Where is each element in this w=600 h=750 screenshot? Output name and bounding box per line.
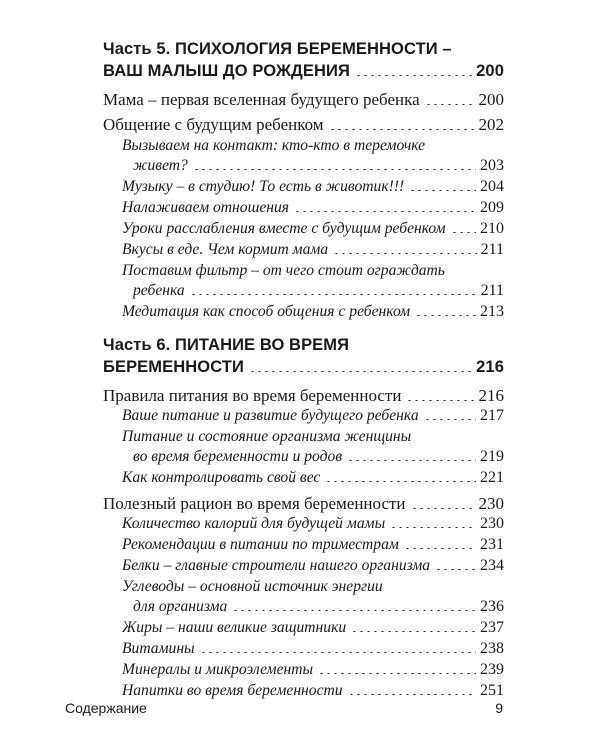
page-number: 231 [480,536,504,553]
page-number: 230 [480,515,504,532]
page-number: 213 [480,303,504,320]
toc-subsection-cont: живет? 203 [133,157,504,174]
page-number: 200 [478,90,504,109]
toc-subsection: Поставим фильтр – от чего стоит ограждать [122,262,445,279]
dot-leader [415,315,476,316]
toc-subsection: Минералы и микроэлементы 239 [122,661,504,678]
dot-leader [351,631,476,632]
toc-subsection: Углеводы – основной источник энергии [122,578,383,595]
dot-leader [329,129,475,130]
toc-section: Правила питания во время беременности 216 [103,386,504,405]
dot-leader [404,548,476,549]
dot-leader [425,104,475,105]
page-number: 234 [480,557,504,574]
dot-leader [190,294,477,295]
page-number: 203 [480,157,504,174]
footer-label: Содержание [65,700,147,716]
dot-leader [318,673,476,674]
part-6-heading-line1: Часть 6. ПИТАНИЕ ВО ВРЕМЯ [103,336,350,354]
toc-subsection: Вкусы в еде. Чем кормит мама 211 [122,241,504,258]
dot-leader [347,460,476,461]
part-6-heading-line2: БЕРЕМЕННОСТИ 216 [103,358,504,376]
page-number: 216 [476,358,504,376]
dot-leader [451,232,476,233]
toc-subsection: Рекомендации в питании по триместрам 231 [122,536,504,553]
dot-leader [406,400,474,401]
dot-leader [294,211,476,212]
toc-subsection: Музыку – в студию! То есть в животик!!! 204 [122,178,504,195]
page-number: 209 [480,199,504,216]
dot-leader [325,481,476,482]
footer-page-number: 9 [495,700,503,716]
toc-subsection: Количество калорий для будущей мамы 230 [122,515,504,532]
page-number: 210 [480,220,504,237]
toc-section: Полезный рацион во время беременности 230 [103,494,504,513]
page-number: 216 [478,386,504,405]
toc-subsection: Медитация как способ общения с ребенком 213 [122,303,504,320]
dot-leader [424,419,476,420]
page-number: 204 [480,178,504,195]
page-number: 238 [480,640,504,657]
page-number: 217 [480,407,504,424]
dot-leader [355,75,472,76]
dot-leader [232,610,476,611]
toc-subsection: Жиры – наши великие защитники 237 [122,619,504,636]
page-number: 239 [480,661,504,678]
toc-section: Общение с будущим ребенком 202 [103,115,504,134]
dot-leader [200,652,476,653]
toc-subsection: Уроки расслабления вместе с будущим ребенком 210 [122,220,504,237]
page-number: 211 [480,241,504,258]
page-number: 251 [480,682,504,699]
dot-leader [249,371,472,372]
dot-leader [333,253,476,254]
dot-leader [390,527,476,528]
dot-leader [435,569,476,570]
page-number: 211 [480,282,504,299]
toc-subsection-cont: ребенка 211 [133,282,504,299]
part-5-heading-line1: Часть 5. ПСИХОЛОГИЯ БЕРЕМЕННОСТИ – [103,40,452,58]
toc-section: Мама – первая вселенная будущего ребенка 200 [103,90,504,109]
dot-leader [348,694,476,695]
page-number: 230 [478,494,504,513]
page-number: 236 [480,598,504,615]
part-5-heading-line2: ВАШ МАЛЫШ ДО РОЖДЕНИЯ 200 [103,62,504,80]
toc-subsection: Питание и состояние организма женщины [122,428,412,445]
toc-subsection: Напитки во время беременности 251 [122,682,504,699]
page-number: 237 [480,619,504,636]
toc-subsection-cont: для организма 236 [133,598,504,615]
toc-subsection: Ваше питание и развитие будущего ребенка 217 [122,407,504,424]
toc-subsection: Вызываем на контакт: кто-кто в теремочке [122,137,426,154]
page-number: 221 [480,469,504,486]
toc-subsection: Витамины 238 [122,640,504,657]
toc-subsection: Как контролировать свой вес 221 [122,469,504,486]
dot-leader [193,169,476,170]
toc-subsection: Налаживаем отношения 209 [122,199,504,216]
dot-leader [411,508,475,509]
page-number: 200 [476,62,504,80]
toc-subsection: Белки – главные строители нашего организма 234 [122,557,504,574]
toc-subsection-cont: во время беременности и родов 219 [133,448,504,465]
page-number: 219 [480,448,504,465]
page-number: 202 [478,115,504,134]
dot-leader [409,190,476,191]
